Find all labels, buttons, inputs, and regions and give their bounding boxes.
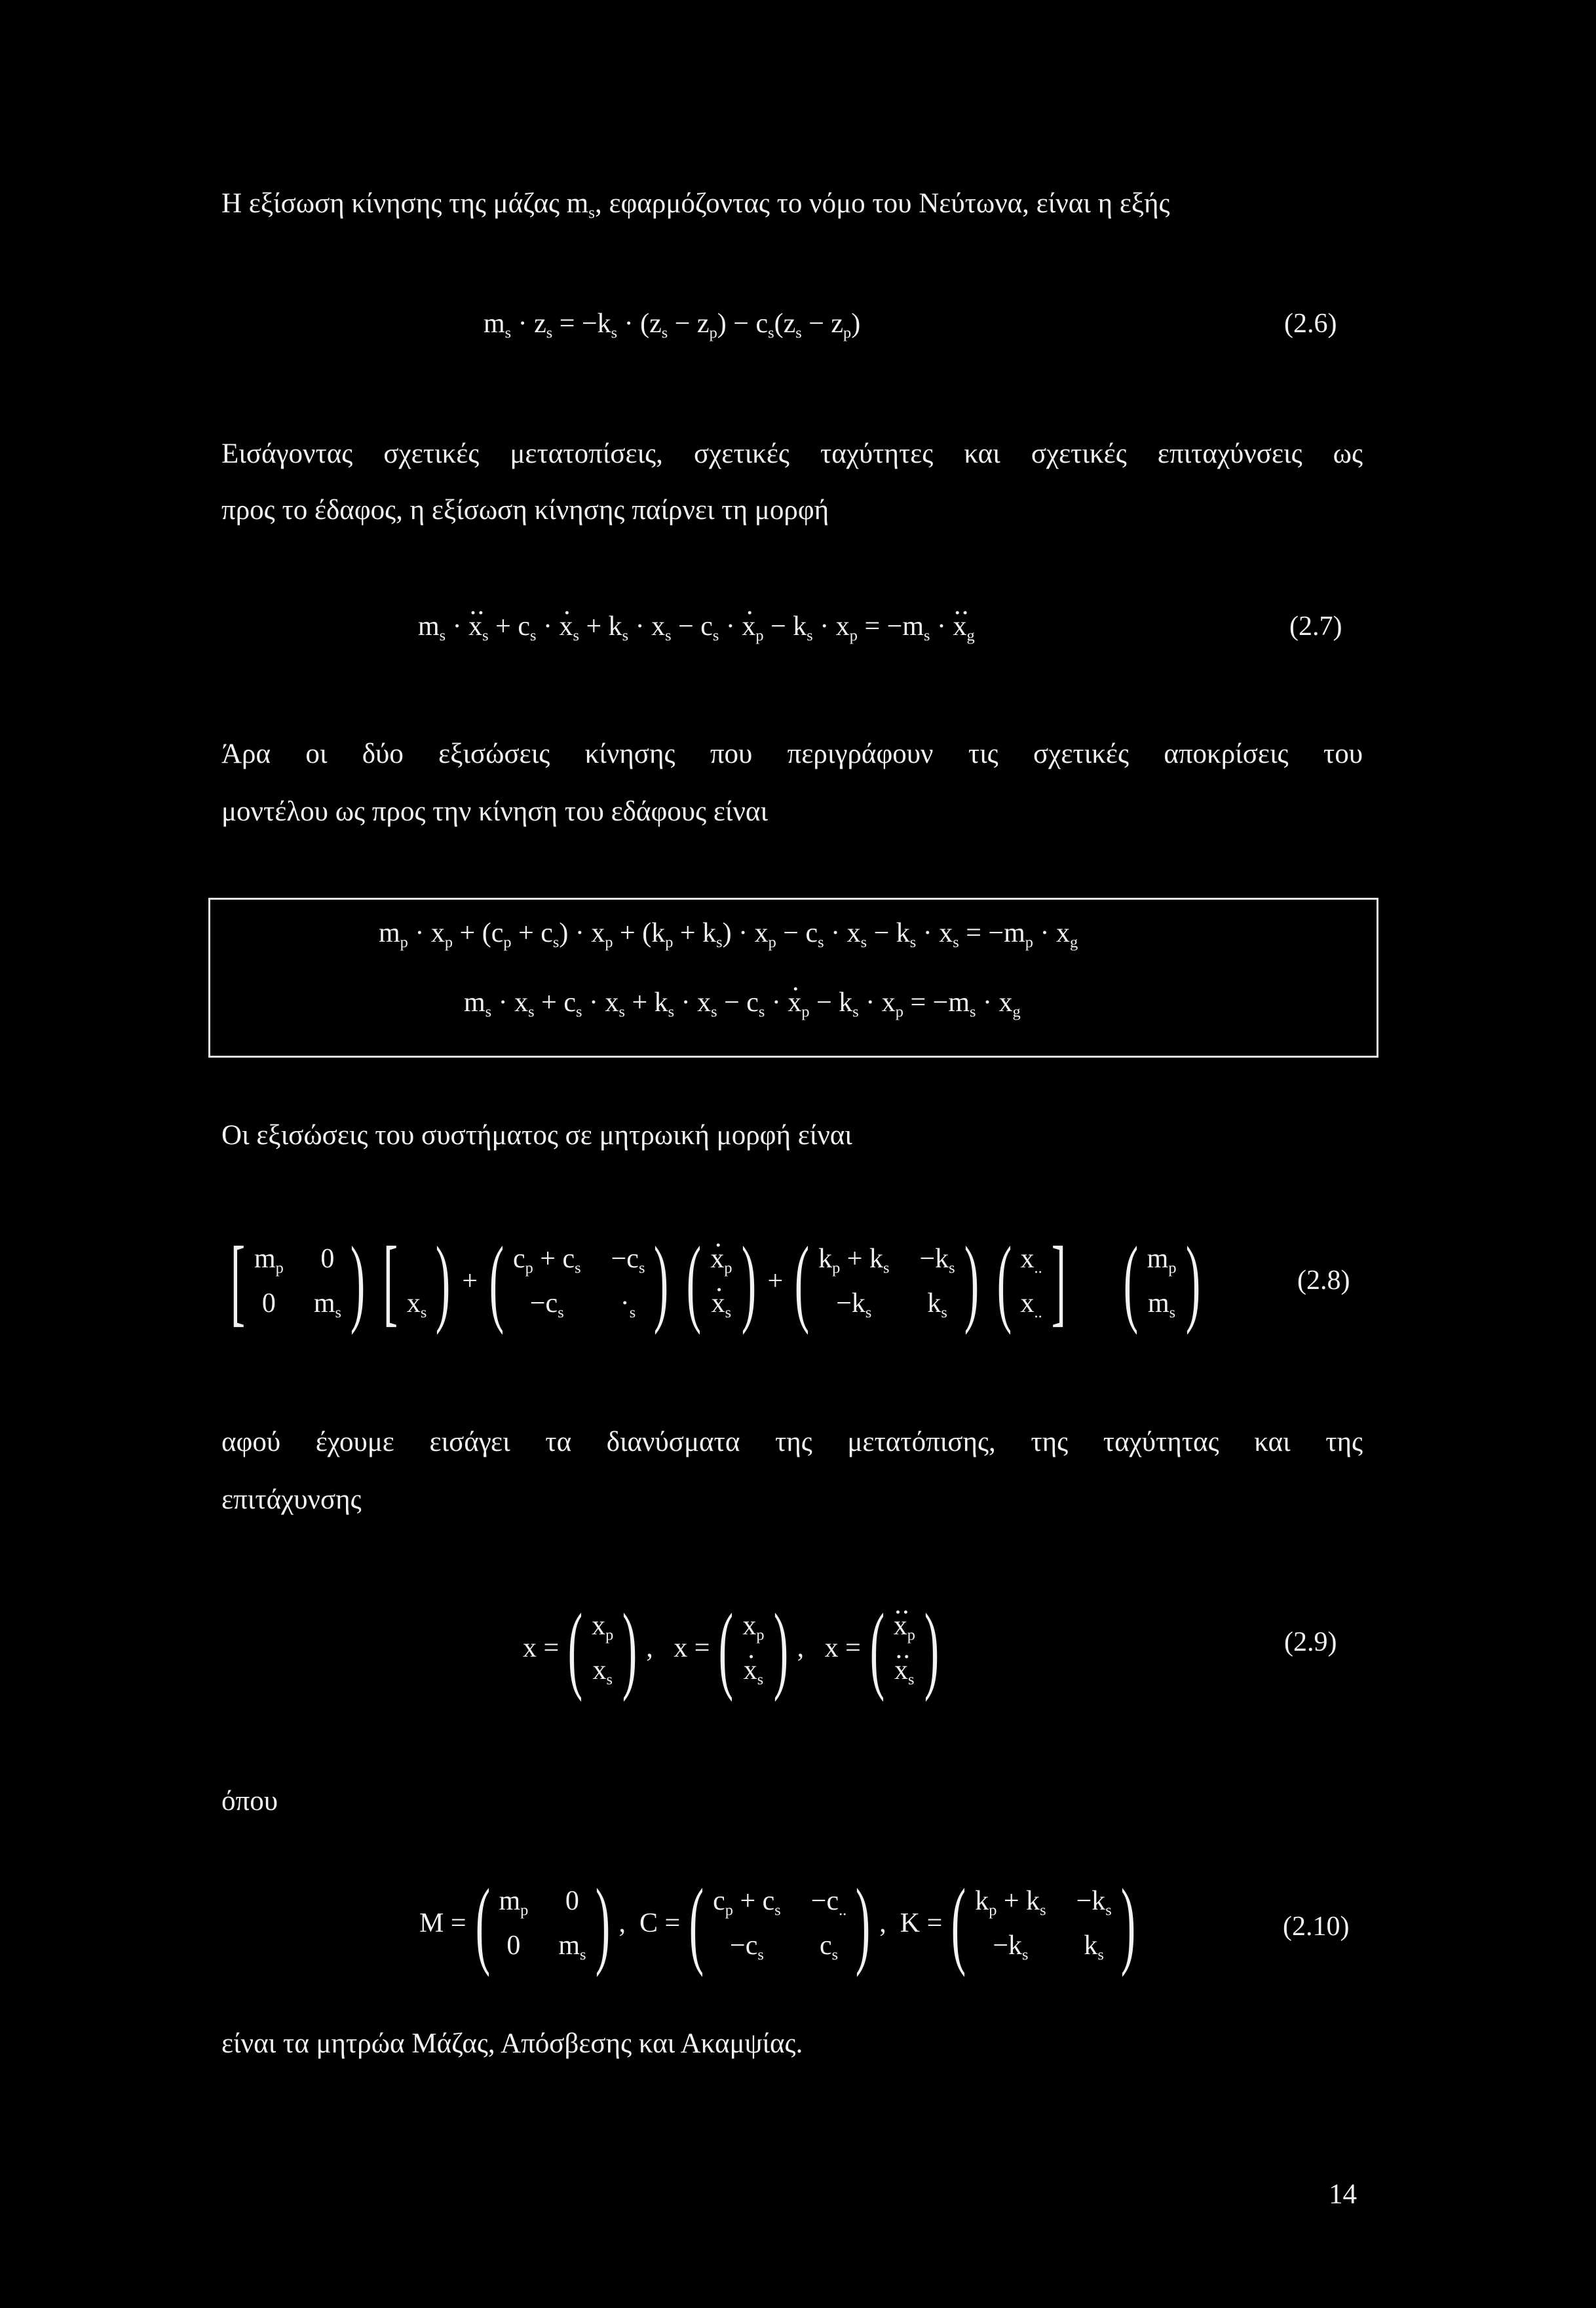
- paragraph-intro: Η εξίσωση κίνησης της μάζας $m_s$, εφαρμόζοντας το νόμο του Νεύτωνα, είναι η εξής: [221, 188, 1170, 222]
- paragraph-two-equations-line2: μοντέλου ως προς την κίνηση του εδάφους είναι: [221, 796, 769, 827]
- paragraph-vectors: αφού έχουμε εισάγει τα διανύσματα της μετατόπισης, της ταχύτητας και της: [221, 1427, 1363, 1457]
- paragraph-two-equations: Άρα οι δύο εξισώσεις κίνησης που περιγράφουν τις σχετικές αποκρίσεις του: [221, 739, 1363, 769]
- equation-2-6-label: (2.6): [1284, 309, 1337, 339]
- paragraph-vectors-line2: επιτάχυνσης: [221, 1484, 362, 1515]
- vel-vector: ( · $x_p$ · $x_s$ ): [677, 1232, 765, 1330]
- equation-2-10-label: (2.10): [1283, 1912, 1350, 1942]
- damping-matrix: ( $c_p + c_s$ $-c_s$ $-c_s$ $\cdot_s$ ): [489, 1227, 669, 1336]
- boxed-equation-1: $m_p \cdot x_p + (c_p + c_s) \cdot x_p + (k_p + k_s) \cdot x_p - c_s \cdot x_s - k_s \cdot x_s = -m_p \cdot x_g$: [379, 918, 1078, 952]
- paragraph-matrix-form: Οι εξισώσεις του συστήματος σε μητρωική μορφή είναι: [221, 1120, 852, 1151]
- equation-2-9: x = ( $x_p$ $x_s$ ) , x = ( $x_p$ · $x_s$ ) , x = ( ·· $x_p$ ·· $x_s$ ): [523, 1586, 948, 1710]
- equation-2-9-label: (2.9): [1284, 1627, 1337, 1657]
- stiffness-matrix: ( $k_p + k_s$ $-k_s$ $-k_s$ $k_s$ ): [794, 1227, 979, 1336]
- rhs-vector: ( $m_p$ $m_s$ ): [1123, 1227, 1200, 1336]
- paragraph-intro-tail: , εφαρμόζοντας το νόμο του Νεύτωνα, είναι η εξής: [594, 188, 1170, 219]
- paragraph-matrices: είναι τα μητρώα Μάζας, Απόσβεσης και Ακαμψίας.: [221, 2028, 803, 2059]
- disp-vector: ( $x_{..}$ $x_{..}$ ]: [997, 1227, 1066, 1336]
- vector-x: ( $x_p$ $x_s$ ): [567, 1594, 637, 1702]
- mass-matrix: [ $m_p$ 0 0 $m_s$ ): [230, 1227, 366, 1336]
- vector-xddot: ( ·· $x_p$ ·· $x_s$ ): [861, 1599, 948, 1697]
- matrix-M: ( $m_p$ 0 0 $m_s$ ): [475, 1869, 610, 1978]
- page-number: 14: [1329, 2179, 1357, 2210]
- equation-2-10: M = ( $m_p$ 0 0 $m_s$ ) , C = ( $c_p + c_s$ $-c_{..}$ $-c_s$ $c_s$ ) , K = ( $k_p + k_s$ $-k_s$ $-k_s$ $k_s$ ): [419, 1861, 1145, 1986]
- matrix-C: ( $c_p + c_s$ $-c_{..}$ $-c_s$ $c_s$ ): [689, 1869, 871, 1978]
- paragraph-relative-line2: προς το έδαφος, η εξίσωση κίνησης παίρνει τη μορφή: [221, 495, 829, 526]
- acc-vector: [ $x_s$ ): [383, 1227, 451, 1336]
- equation-2-7-label: (2.7): [1289, 611, 1342, 642]
- matrix-K: ( $k_p + k_s$ $-k_s$ $-k_s$ $k_s$ ): [951, 1869, 1135, 1978]
- paragraph-intro-text: Η εξίσωση κίνησης της μάζας: [221, 188, 560, 219]
- equation-2-6: $m_s \cdot z_s = -k_s \cdot (z_s - z_p) - c_s(z_s - z_p)$: [484, 309, 861, 342]
- paragraph-where: όπου: [221, 1786, 278, 1817]
- equation-2-8: [ $m_p$ 0 0 $m_s$ ) [ $x_s$ ) + ( $c_p + c_s$ $-c_s$ $-c_s$ $\cdot_s$ ) ( · $x_p$ · $x_s$ ) + ( $k_p + k_s$ $-k_s$ $-k_s$ $k_s$ ) ( $x_{..}$ $x_{..}$ ] ( $m_p$ $m_s$ ): [221, 1219, 1209, 1343]
- boxed-equation-2: $m_s \cdot x_s + c_s \cdot x_s + k_s \cdot x_s - c_s$ · · $x_p - k_s \cdot x_p = -m_s \cdot x_g$: [464, 987, 1021, 1018]
- equation-2-7: $m_s$ · ·· $x_s + c_s$ · · $x_s + k_s \cdot x_s - c_s$ · · $x_p - k_s \cdot x_p = -m_s$ · ·· $x_g$: [418, 611, 975, 642]
- equation-2-8-label: (2.8): [1297, 1265, 1350, 1296]
- vector-xdot: ( $x_p$ · $x_s$ ): [710, 1599, 797, 1697]
- paragraph-relative: Εισάγοντας σχετικές μετατοπίσεις, σχετικές ταχύτητες και σχετικές επιταχύνσεις ως: [221, 438, 1363, 469]
